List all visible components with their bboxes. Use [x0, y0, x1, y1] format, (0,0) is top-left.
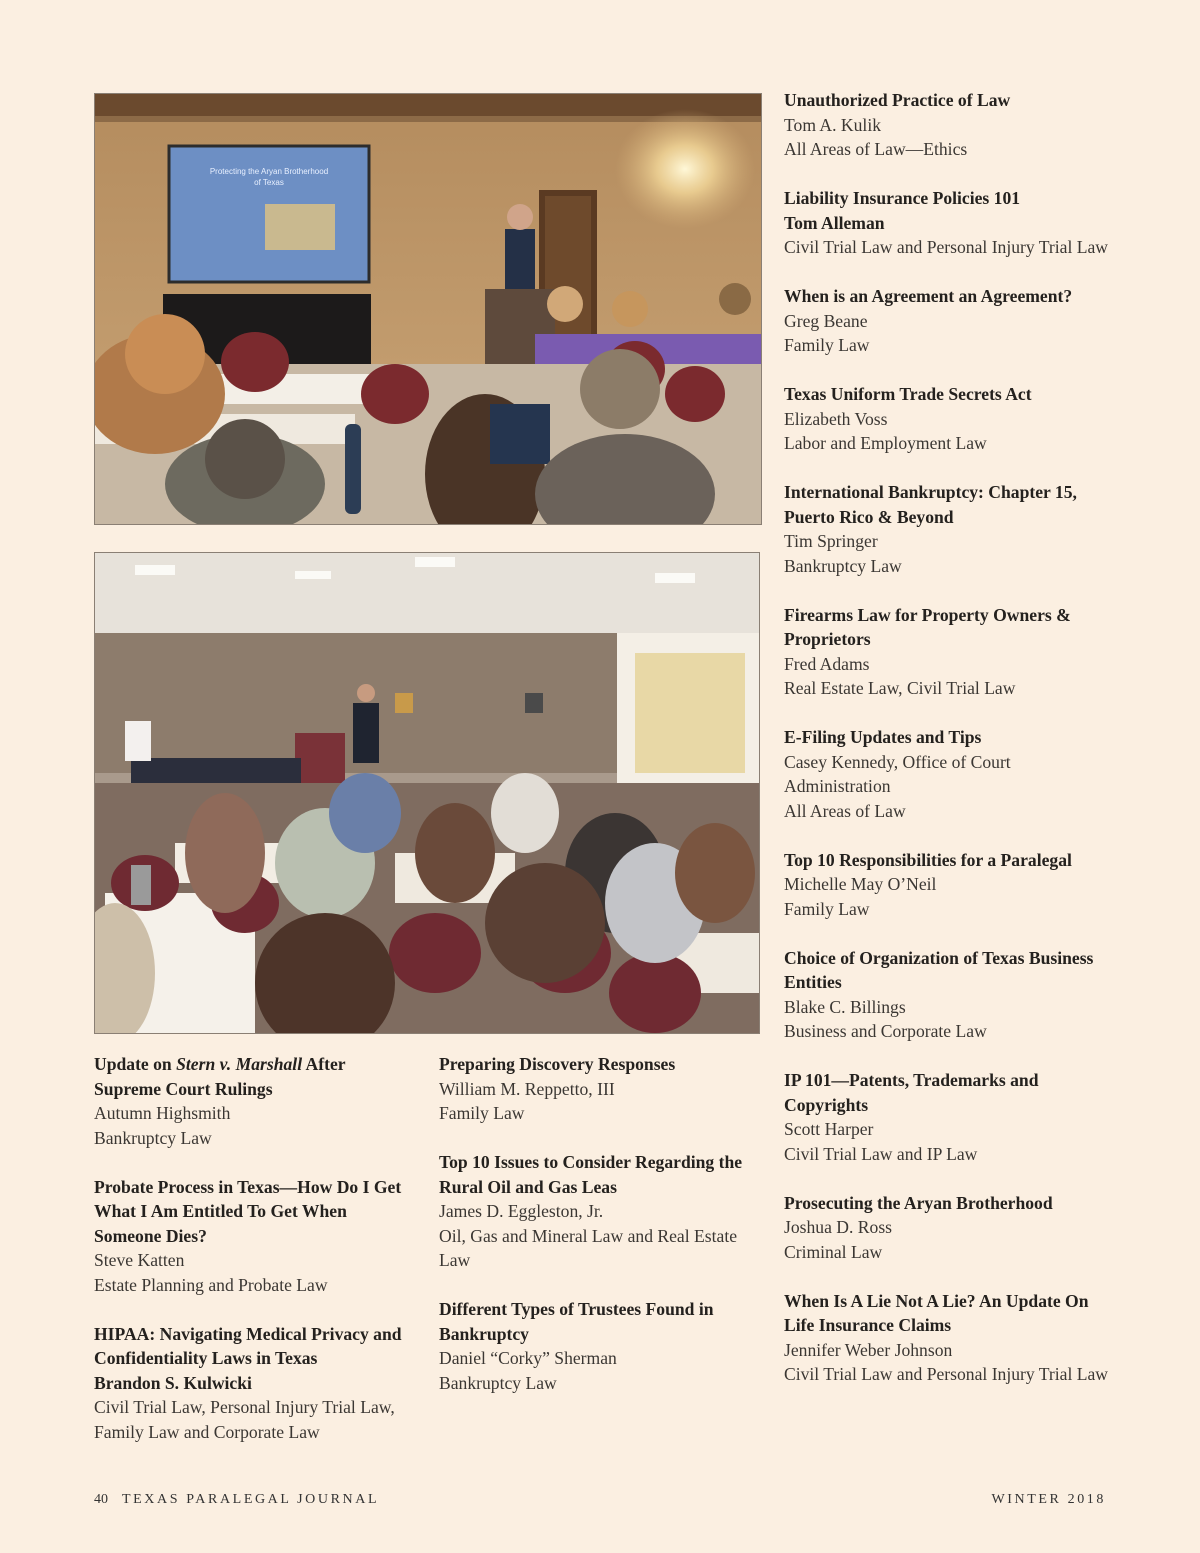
seminar-photo-top-image [95, 94, 761, 524]
session-entry [784, 1289, 1114, 1387]
session-speaker: Scott Harper [784, 1119, 874, 1139]
session-speaker: Blake C. Billings [784, 996, 906, 1017]
session-area: Civil Trial Law and IP Law [784, 1143, 978, 1164]
session-title-case-name: Stern v. Marshall [176, 1054, 303, 1074]
session-entry [784, 946, 1114, 1044]
session-area: Civil Trial Law, Personal Injury Trial Law, Family Law and Corporate Law [94, 1397, 395, 1442]
session-area: Labor and Employment Law [784, 433, 987, 453]
session-title: Probate Process in Texas—How Do I Get What I Am Entitled To Get When Someone Dies? [94, 1176, 402, 1246]
footer-left [94, 1492, 379, 1508]
session-speaker: Tim Springer [784, 531, 878, 551]
session-title: Different Types of Trustees Found in Bankruptcy [439, 1299, 714, 1344]
sessions-column-right [784, 88, 1114, 1411]
session-speaker: Greg Beane [784, 310, 868, 331]
session-area: Oil, Gas and Mineral Law and Real Estate Law [439, 1225, 738, 1270]
session-speaker: Casey Kennedy, Office of Court Administration [784, 751, 1011, 796]
session-entry [784, 382, 1114, 456]
session-speaker: Steve Katten [94, 1250, 185, 1270]
session-area: Real Estate Law, Civil Trial Law [784, 678, 1016, 698]
session-entry [94, 1052, 414, 1150]
session-area: Civil Trial Law and Personal Injury Trial Law [784, 1364, 1109, 1384]
session-title: When Is A Lie Not A Lie? An Update On Life Insurance Claims [784, 1290, 1089, 1335]
session-area: Bankruptcy Law [439, 1372, 557, 1393]
session-area: Bankruptcy Law [784, 555, 902, 576]
session-entry [439, 1297, 759, 1395]
sessions-column-left [94, 1052, 414, 1469]
session-area: Family Law [439, 1103, 525, 1123]
session-area: Estate Planning and Probate Law [94, 1274, 328, 1295]
session-area: Family Law [784, 898, 870, 919]
session-area: Criminal Law [784, 1241, 883, 1262]
seminar-photo-bottom-image [95, 553, 759, 1033]
session-speaker: Joshua D. Ross [784, 1217, 893, 1237]
session-title: HIPAA: Navigating Medical Privacy and Confidentiality Laws in Texas [94, 1323, 402, 1368]
session-entry [784, 284, 1114, 358]
session-title: Top 10 Issues to Consider Regarding the Rural Oil and Gas Leas [439, 1152, 743, 1197]
session-speaker: Elizabeth Voss [784, 408, 888, 429]
session-area: Bankruptcy Law [94, 1127, 212, 1148]
session-title: Liability Insurance Policies 101 [784, 188, 1021, 208]
session-entry [784, 88, 1114, 162]
session-entry [94, 1175, 414, 1298]
session-speaker: Autumn Highsmith [94, 1103, 231, 1123]
issue-label: WINTER 2018 [991, 1492, 1106, 1507]
session-speaker: Fred Adams [784, 653, 870, 674]
session-entry [439, 1052, 759, 1126]
screen-title-line1: Protecting the Aryan Brotherhood [209, 167, 329, 176]
session-area: Business and Corporate Law [784, 1021, 987, 1041]
sessions-column-middle [439, 1052, 759, 1420]
session-area: Family Law [784, 335, 870, 355]
session-title: Prosecuting the Aryan Brotherhood [784, 1192, 1053, 1213]
session-title: International Bankruptcy: Chapter 15, Puerto Rico & Beyond [784, 482, 1077, 527]
session-title: When is an Agreement an Agreement? [784, 286, 1073, 306]
session-title-text: After Supreme Court Rulings [94, 1054, 346, 1099]
session-title [94, 1052, 414, 1101]
session-speaker: Michelle May O’Neil [784, 874, 937, 894]
session-title: Unauthorized Practice of Law [784, 90, 1011, 110]
session-entry [784, 1068, 1114, 1166]
session-speaker: Brandon S. Kulwicki [94, 1372, 252, 1393]
publication-name: TEXAS PARALEGAL JOURNAL [122, 1492, 380, 1507]
session-title: Texas Uniform Trade Secrets Act [784, 384, 1032, 404]
session-area: All Areas of Law [784, 800, 906, 821]
session-speaker: Daniel “Corky” Sherman [439, 1348, 617, 1368]
session-title: Preparing Discovery Responses [439, 1054, 676, 1074]
session-area: All Areas of Law—Ethics [784, 139, 968, 159]
session-area: Civil Trial Law and Personal Injury Trial Law [784, 237, 1109, 257]
session-entry [94, 1322, 414, 1445]
session-title: E-Filing Updates and Tips [784, 727, 982, 747]
session-title: Top 10 Responsibilities for a Paralegal [784, 849, 1072, 870]
session-entry [784, 725, 1114, 823]
session-entry [784, 186, 1114, 260]
session-entry [784, 603, 1114, 701]
session-entry [439, 1150, 759, 1273]
session-title-text: Update on [94, 1054, 177, 1074]
session-entry [784, 848, 1114, 922]
seminar-photo-top [94, 93, 762, 525]
page-number: 40 [94, 1492, 108, 1507]
session-speaker: Tom Alleman [784, 212, 885, 233]
session-title: Choice of Organization of Texas Business Entities [784, 947, 1094, 992]
session-speaker: James D. Eggleston, Jr. [439, 1201, 604, 1221]
screen-title-line2: of Texas [254, 178, 284, 187]
session-speaker: Jennifer Weber Johnson [784, 1339, 953, 1360]
session-title: Firearms Law for Property Owners & Proprietors [784, 604, 1071, 649]
session-entry [784, 480, 1114, 578]
session-entry [784, 1191, 1114, 1265]
seminar-photo-bottom [94, 552, 760, 1034]
session-speaker: William M. Reppetto, III [439, 1078, 615, 1099]
session-title: IP 101—Patents, Trademarks and Copyrights [784, 1070, 1039, 1115]
session-speaker: Tom A. Kulik [784, 114, 882, 135]
